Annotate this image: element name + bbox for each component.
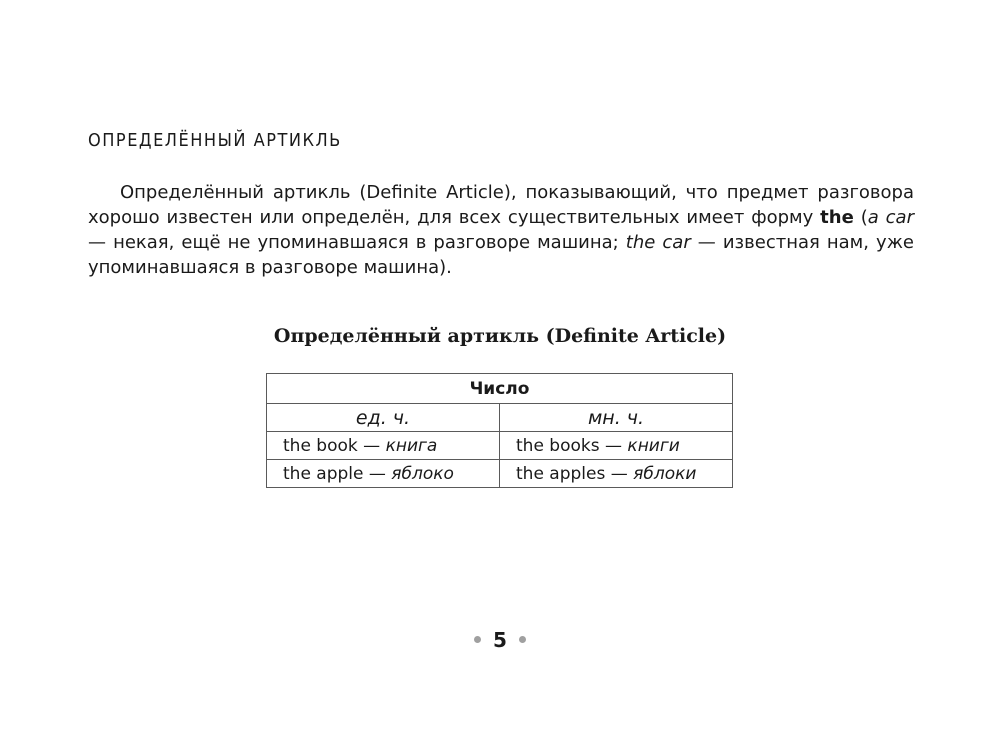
table-cell	[267, 432, 500, 460]
paragraph-text-1: Определённый артикль (Definite Article), показывающий, что предмет разговора хорошо известен или определён, для всех существительных имеет форму	[88, 182, 914, 228]
paragraph-example-the-car: the car	[625, 232, 691, 253]
paragraph-text-2: (	[853, 207, 868, 228]
table-cell	[500, 460, 733, 488]
table-cell	[267, 460, 500, 488]
page-number: 5	[493, 628, 507, 652]
cell-russian: яблоки	[633, 463, 697, 484]
article-table	[266, 373, 733, 488]
cell-russian: книги	[627, 435, 680, 456]
table-column-header-row	[267, 404, 733, 432]
dot-left-icon	[474, 636, 481, 643]
body-paragraph	[88, 180, 914, 280]
table-caption: Определённый артикль (Definite Article)	[273, 325, 727, 347]
cell-dash: —	[363, 463, 392, 484]
table-group-header: Число	[267, 374, 733, 404]
column-header-plural: мн. ч.	[500, 404, 733, 432]
cell-russian: книга	[385, 435, 438, 456]
cell-english: the apple	[283, 463, 364, 484]
dot-right-icon	[519, 636, 526, 643]
cell-english: the book	[283, 435, 358, 456]
cell-english: the apples	[516, 463, 606, 484]
cell-russian: яблоко	[391, 463, 454, 484]
paragraph-text-4: — известная нам, уже упоминавшаяся в разговоре машина).	[88, 232, 914, 278]
table-group-header-row	[267, 374, 733, 404]
table-row	[267, 432, 733, 460]
cell-dash: —	[605, 463, 634, 484]
paragraph-text-3: — некая, ещё не упоминавшаяся в разговоре машина;	[88, 232, 626, 253]
table-row	[267, 460, 733, 488]
section-heading: ОПРЕДЕЛЁННЫЙ АРТИКЛЬ	[88, 130, 342, 151]
page-footer	[0, 628, 1000, 652]
cell-english: the books	[516, 435, 600, 456]
paragraph-example-a-car: a car	[867, 207, 914, 228]
column-header-singular: ед. ч.	[267, 404, 500, 432]
cell-dash: —	[357, 435, 386, 456]
cell-dash: —	[599, 435, 628, 456]
table-cell	[500, 432, 733, 460]
paragraph-the-form: the	[820, 207, 854, 228]
